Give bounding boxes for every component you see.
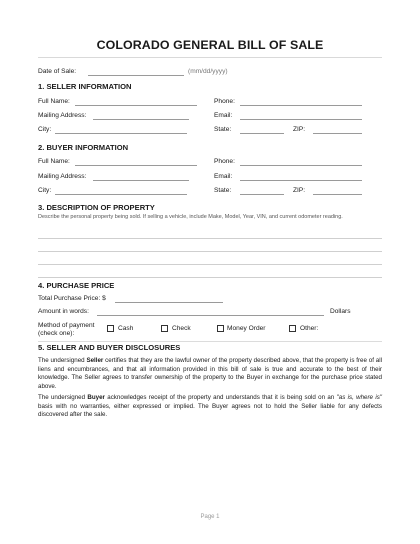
total-price-row (38, 294, 382, 304)
payment-method-row (38, 322, 382, 340)
seller-email-label: Email: (214, 112, 233, 119)
seller-phone-field[interactable] (240, 105, 362, 106)
buyer-phone-field[interactable] (240, 165, 362, 166)
seller-disclosure-intro: The undersigned (38, 357, 87, 364)
seller-city-label: City: (38, 126, 52, 133)
buyer-disclosure-party: Buyer (87, 394, 105, 401)
buyer-state-field[interactable] (240, 194, 284, 195)
seller-state-label: State: (214, 126, 232, 133)
document-title: COLORADO GENERAL BILL OF SALE (96, 38, 324, 52)
buyer-email-field[interactable] (240, 180, 362, 181)
seller-mailing-address-field[interactable] (93, 119, 189, 120)
cash-checkbox[interactable] (107, 325, 114, 332)
amount-in-words-field[interactable] (97, 315, 324, 316)
date-of-sale-row (38, 67, 382, 77)
total-price-label: Total Purchase Price: $ (38, 295, 106, 302)
seller-mailing-address-label: Mailing Address: (38, 112, 87, 119)
buyer-city-label: City: (38, 187, 52, 194)
date-format-hint: (mm/dd/yyyy) (188, 68, 228, 75)
seller-email-field[interactable] (240, 119, 362, 120)
buyer-name-row (38, 157, 382, 167)
amount-in-words-row (38, 307, 382, 317)
money-order-label: Money Order (227, 325, 266, 332)
buyer-mailing-address-label: Mailing Address: (38, 173, 87, 180)
payment-method-label: Method of payment (38, 322, 95, 329)
seller-state-field[interactable] (240, 133, 284, 134)
seller-city-field[interactable] (55, 133, 187, 134)
amount-in-words-label: Amount in words: (38, 308, 89, 315)
buyer-disclosure-text-2: basis with no warranties, either expressed or implied. The Buyer agrees not to hold the Seller liable for any defects discovered after the sale. (38, 402, 382, 419)
page-number: Page 1 (200, 514, 220, 520)
seller-disclosure-text: certifies that they are the lawful owner of the property described above, that the property is free of all liens and encumbrances, and that all information provided in this bill of sale is true and accurate to the best of their knowledge. The Seller agrees to transfer ownership of the property to the Buyer in exchange for the purchase price stated above. (38, 357, 382, 390)
seller-zip-label: ZIP: (293, 126, 306, 133)
buyer-full-name-field[interactable] (75, 165, 197, 166)
cash-label: Cash (118, 325, 134, 332)
buyer-zip-field[interactable] (313, 194, 362, 195)
seller-address-row (38, 111, 382, 121)
as-is-phrase: "as is, where is" (336, 394, 382, 401)
check-label: Check (172, 325, 191, 332)
buyer-address-row (38, 172, 382, 182)
seller-disclosure-paragraph (38, 357, 382, 391)
property-line-2[interactable] (38, 251, 382, 252)
property-section-heading: 3. DESCRIPTION OF PROPERTY (38, 203, 155, 212)
seller-city-row (38, 125, 382, 135)
price-section-heading: 4. PURCHASE PRICE (38, 281, 115, 290)
seller-disclosure-party: Seller (86, 357, 104, 364)
seller-section-heading: 1. SELLER INFORMATION (38, 82, 132, 91)
check-checkbox[interactable] (161, 325, 168, 332)
buyer-email-label: Email: (214, 173, 233, 180)
other-label: Other: (300, 325, 319, 332)
money-order-checkbox[interactable] (217, 325, 224, 332)
seller-name-row (38, 97, 382, 107)
seller-full-name-label: Full Name: (38, 98, 70, 105)
other-checkbox[interactable] (289, 325, 296, 332)
buyer-zip-label: ZIP: (293, 187, 306, 194)
buyer-section-heading: 2. BUYER INFORMATION (38, 143, 129, 152)
buyer-city-row (38, 186, 382, 196)
date-of-sale-label: Date of Sale: (38, 68, 77, 75)
property-line-1[interactable] (38, 238, 382, 239)
buyer-state-label: State: (214, 187, 232, 194)
dollars-label: Dollars (330, 308, 351, 315)
total-price-field[interactable] (115, 302, 223, 303)
buyer-phone-label: Phone: (214, 158, 235, 165)
buyer-disclosure-paragraph (38, 394, 382, 420)
buyer-disclosure-text-1: acknowledges receipt of the property and understands that it is being sold on an (104, 394, 337, 401)
payment-method-sublabel: (check one): (38, 330, 75, 337)
buyer-disclosure-intro: The undersigned (38, 394, 88, 401)
seller-zip-field[interactable] (313, 133, 362, 134)
seller-full-name-field[interactable] (75, 105, 197, 106)
date-of-sale-field[interactable] (88, 75, 184, 76)
property-line-4[interactable] (38, 277, 382, 278)
seller-phone-label: Phone: (214, 98, 235, 105)
buyer-city-field[interactable] (55, 194, 187, 195)
title-divider (38, 57, 382, 58)
property-instructions: Describe the personal property being sold. If selling a vehicle, include Make, Model, Year, VIN, and current odometer reading. (38, 214, 343, 220)
buyer-mailing-address-field[interactable] (93, 180, 189, 181)
buyer-full-name-label: Full Name: (38, 158, 70, 165)
disclosures-section-heading: 5. SELLER AND BUYER DISCLOSURES (38, 343, 181, 352)
property-line-3[interactable] (38, 264, 382, 265)
price-section-divider (38, 341, 382, 342)
